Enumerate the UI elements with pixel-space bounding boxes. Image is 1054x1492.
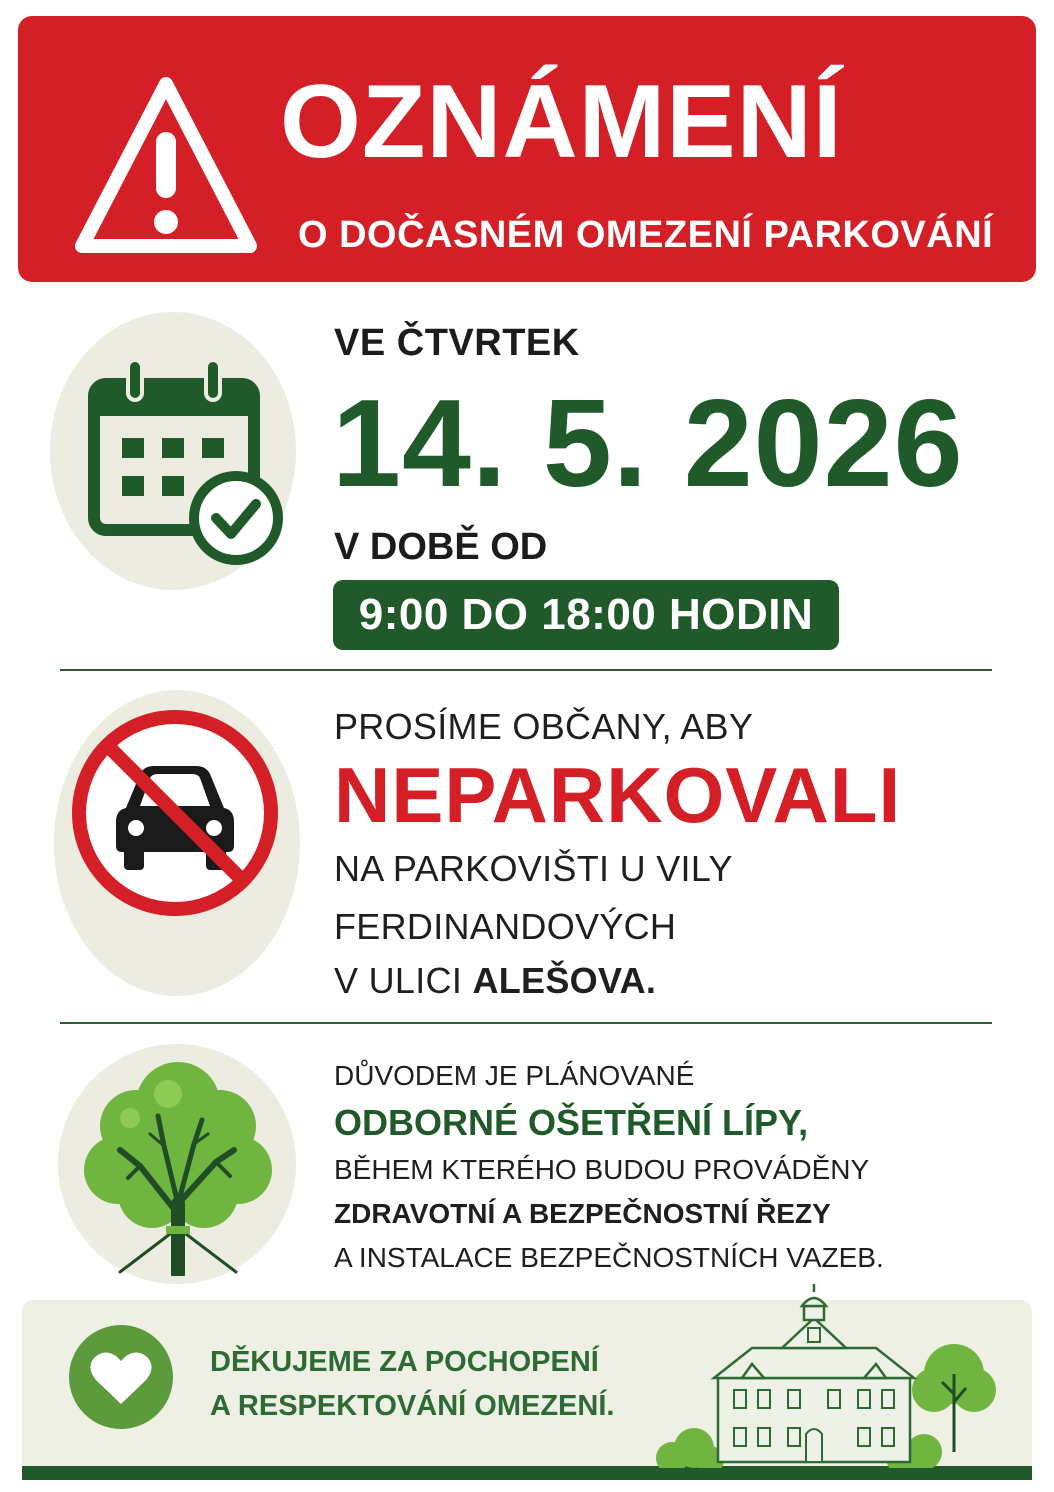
section-divider — [60, 1022, 992, 1024]
calendar-check-icon — [84, 354, 290, 574]
warning-triangle-icon — [70, 70, 262, 264]
request-emphasis: NEPARKOVALI — [334, 751, 902, 839]
footer-bar — [22, 1466, 1032, 1480]
tree-icon — [80, 1054, 276, 1276]
reason-intro: DŮVODEM JE PLÁNOVANÉ — [334, 1060, 695, 1091]
heart-icon — [68, 1324, 174, 1430]
street-prefix: V ULICI — [334, 960, 473, 1001]
time-range-badge: 9:00 DO 18:00 HODIN — [333, 580, 839, 650]
page-subtitle: O DOČASNÉM OMEZENÍ PARKOVÁNÍ — [298, 214, 994, 256]
reason-detail: BĚHEM KTERÉHO BUDOU PROVÁDĚNY — [334, 1154, 870, 1185]
location-line: NA PARKOVIŠTI U VILY — [334, 848, 733, 889]
villa-icon — [652, 1282, 998, 1468]
thanks-line: DĚKUJEME ZA POCHOPENÍ — [210, 1346, 599, 1378]
thanks-line: A RESPEKTOVÁNÍ OMEZENÍ. — [210, 1390, 615, 1422]
reason-emphasis: ODBORNÉ OŠETŘENÍ LÍPY, — [334, 1102, 809, 1143]
street-name: ALEŠOVA. — [472, 960, 657, 1001]
page-title: OZNÁMENÍ — [280, 64, 843, 180]
request-intro: PROSÍME OBČANY, ABY — [334, 706, 754, 747]
section-divider — [60, 669, 992, 671]
no-parking-car-icon — [68, 706, 282, 920]
location-line: FERDINANDOVÝCH — [334, 906, 677, 947]
time-from-label: V DOBĚ OD — [334, 526, 548, 568]
reason-cuts: ZDRAVOTNÍ A BEZPEČNOSTNÍ ŘEZY — [334, 1198, 831, 1229]
street-line — [334, 960, 656, 1002]
event-date: 14. 5. 2026 — [332, 375, 964, 513]
reason-install: A INSTALACE BEZPEČNOSTNÍCH VAZEB. — [334, 1242, 884, 1273]
day-label: VE ČTVRTEK — [334, 322, 580, 364]
announcement-header — [18, 16, 1036, 282]
